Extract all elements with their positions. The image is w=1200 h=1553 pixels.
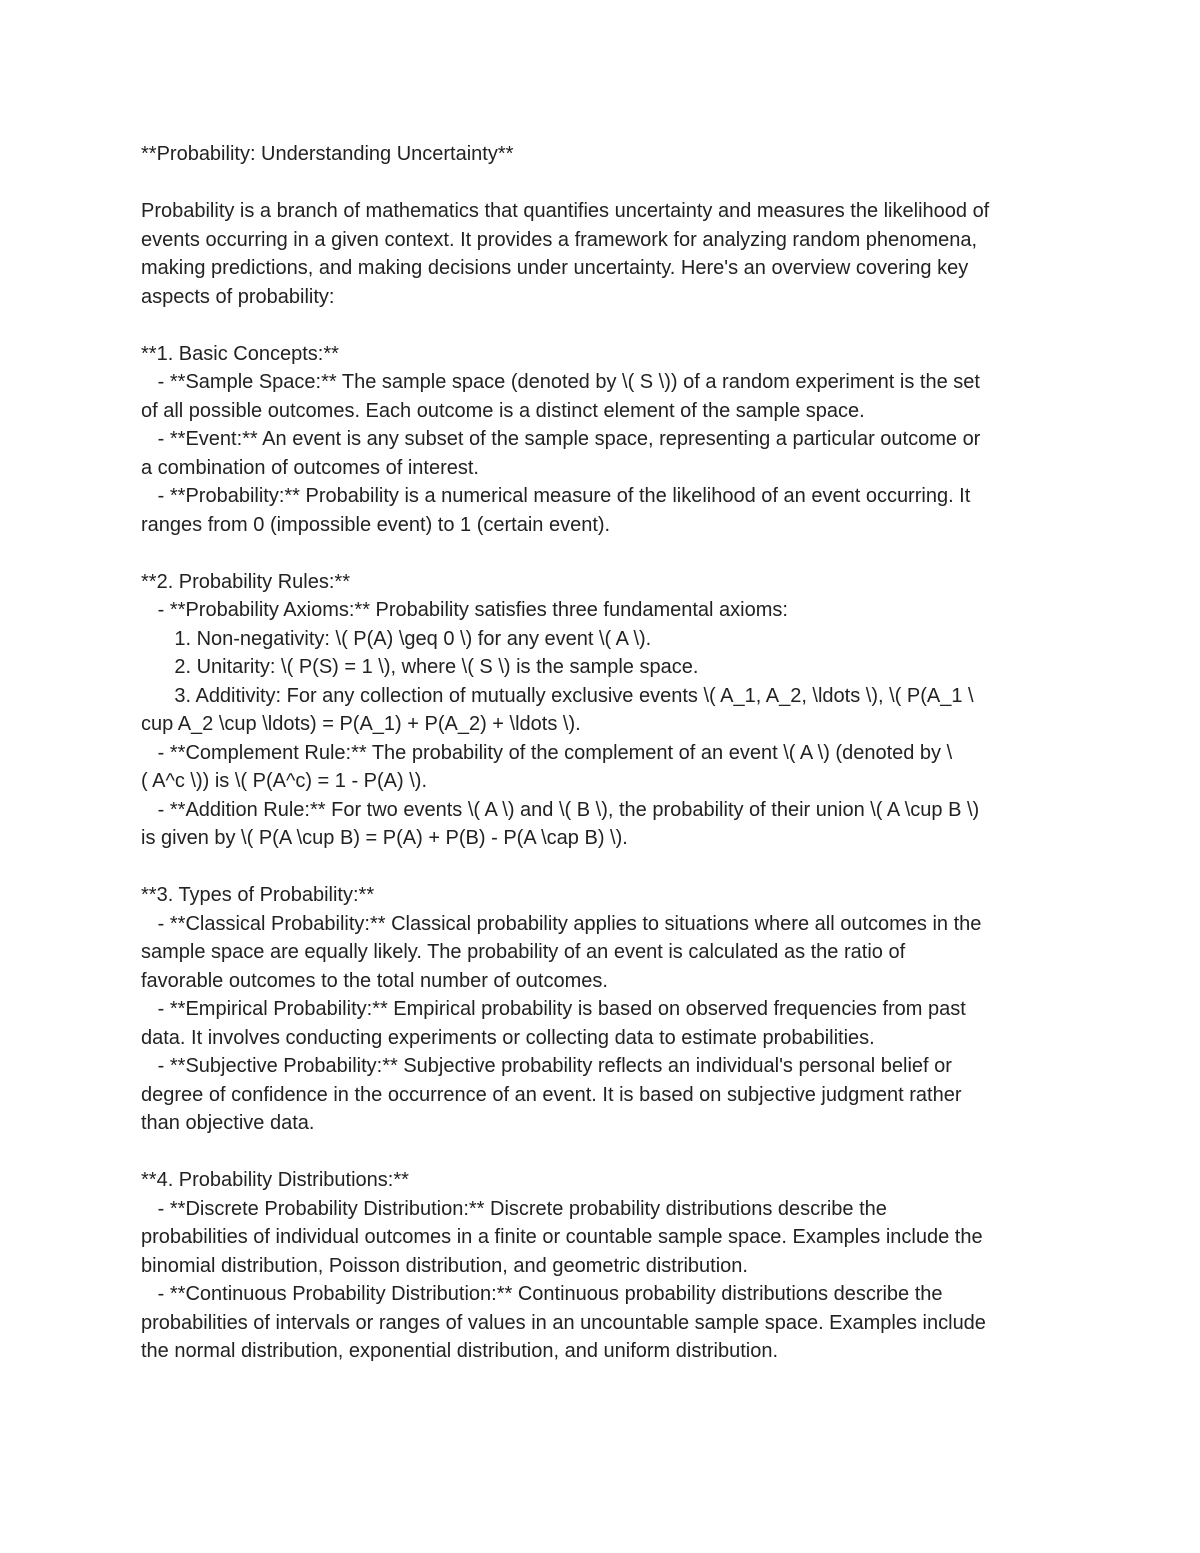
section-probability-rules [141, 568, 1071, 853]
section-line: favorable outcomes to the total number of outcomes. [141, 969, 608, 992]
section-basic-concepts [141, 340, 1071, 540]
section-line: - **Continuous Probability Distribution:** Continuous probability distributions describe the [141, 1283, 943, 1305]
intro-line: aspects of probability: [141, 285, 335, 308]
section-line: 2. Unitarity: \( P(S) = 1 \), where \( S \) is the sample space. [141, 656, 699, 678]
section-line: 1. Non-negativity: \( P(A) \geq 0 \) for any event \( A \). [141, 627, 652, 650]
section-heading: **3. Types of Probability:** [141, 884, 375, 906]
section-line: - **Probability:** Probability is a numerical measure of the likelihood of an event occurring. It [141, 485, 971, 507]
intro-line: Probability is a branch of mathematics that quantifies uncertainty and measures the likelihood of [141, 200, 990, 222]
document-body [141, 140, 1071, 1366]
section-line: - **Event:** An event is any subset of the sample space, representing a particular outcome or [141, 428, 981, 450]
section-line: is given by \( P(A \cup B) = P(A) + P(B) - P(A \cap B) \). [141, 827, 628, 849]
section-line: data. It involves conducting experiments or collecting data to estimate probabilities. [141, 1026, 875, 1049]
section-line: a combination of outcomes of interest. [141, 456, 479, 479]
spacer [141, 311, 1071, 340]
intro-line: making predictions, and making decisions under uncertainty. Here's an overview covering key [141, 257, 969, 279]
spacer [141, 853, 1071, 882]
spacer [141, 539, 1071, 568]
section-heading: **1. Basic Concepts:** [141, 342, 339, 365]
section-line: probabilities of intervals or ranges of values in an uncountable sample space. Examples include [141, 1311, 986, 1334]
section-line: 3. Additivity: For any collection of mutually exclusive events \( A_1, A_2, \ldots \), \( P(A_1 \ [141, 684, 974, 707]
intro-line: events occurring in a given context. It provides a framework for analyzing random phenomena, [141, 228, 977, 251]
spacer [141, 1138, 1071, 1167]
section-line: - **Probability Axioms:** Probability satisfies three fundamental axioms: [141, 599, 788, 621]
section-line: cup A_2 \cup \ldots) = P(A_1) + P(A_2) + \ldots \). [141, 713, 581, 735]
section-line: sample space are equally likely. The probability of an event is calculated as the ratio of [141, 941, 906, 963]
section-line: binomial distribution, Poisson distribution, and geometric distribution. [141, 1254, 748, 1277]
section-line: - **Discrete Probability Distribution:** Discrete probability distributions describe the [141, 1197, 887, 1220]
intro-paragraph [141, 197, 1071, 311]
section-line: the normal distribution, exponential distribution, and uniform distribution. [141, 1340, 779, 1362]
section-line: - **Addition Rule:** For two events \( A \) and \( B \), the probability of their union \( A \cup B \) [141, 798, 980, 821]
section-line: - **Sample Space:** The sample space (denoted by \( S \)) of a random experiment is the set [141, 371, 980, 393]
section-line: probabilities of individual outcomes in a finite or countable sample space. Examples include the [141, 1226, 983, 1248]
section-heading: **4. Probability Distributions:** [141, 1169, 409, 1191]
section-line: - **Classical Probability:** Classical probability applies to situations where all outcomes in the [141, 912, 982, 935]
section-line: - **Subjective Probability:** Subjective probability reflects an individual's personal belief or [141, 1055, 952, 1077]
spacer [141, 169, 1071, 198]
section-line: than objective data. [141, 1112, 315, 1134]
section-types-of-probability [141, 881, 1071, 1138]
section-line: of all possible outcomes. Each outcome is a distinct element of the sample space. [141, 399, 865, 422]
section-line: - **Complement Rule:** The probability of the complement of an event \( A \) (denoted by \ [141, 741, 953, 764]
section-heading: **2. Probability Rules:** [141, 570, 350, 593]
section-line: ( A^c \)) is \( P(A^c) = 1 - P(A) \). [141, 770, 428, 792]
section-line: - **Empirical Probability:** Empirical probability is based on observed frequencies from past [141, 998, 966, 1020]
document-title: **Probability: Understanding Uncertainty** [141, 143, 514, 165]
section-line: degree of confidence in the occurrence of an event. It is based on subjective judgment rather [141, 1083, 962, 1106]
section-line: ranges from 0 (impossible event) to 1 (certain event). [141, 513, 611, 536]
section-probability-distributions [141, 1166, 1071, 1366]
